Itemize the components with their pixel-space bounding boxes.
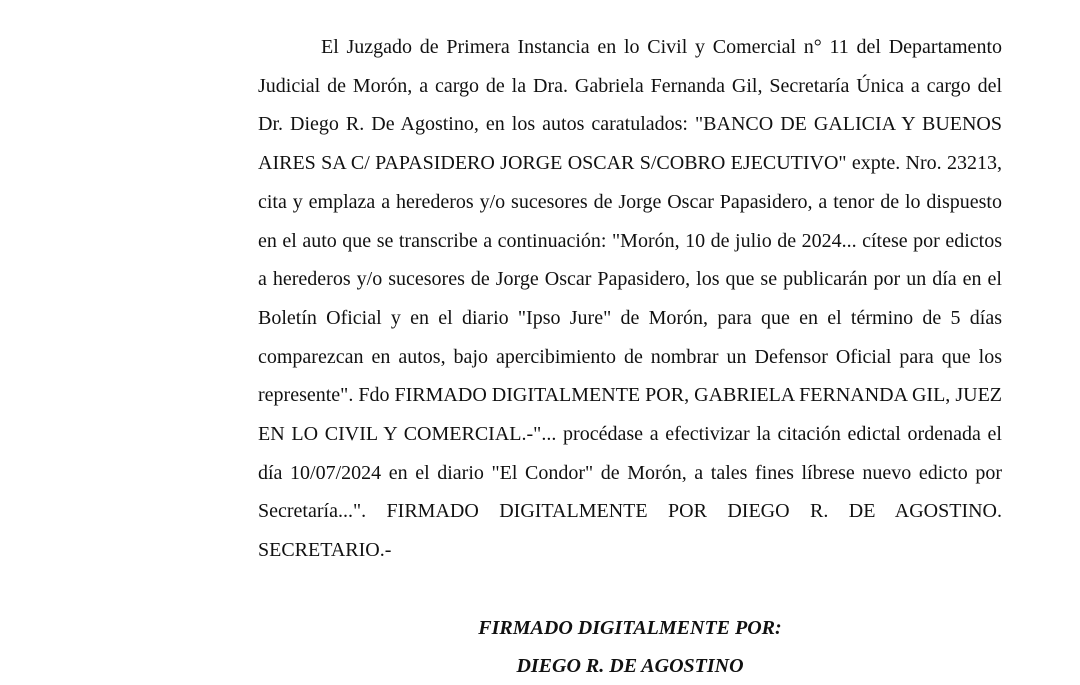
signature-name: DIEGO R. DE AGOSTINO	[516, 655, 744, 677]
edict-body-paragraph: El Juzgado de Primera Instancia en lo Civil y Comercial n° 11 del Departamento Judicial de Morón, a cargo de la Dra. Gabriela Fernanda Gil, Secretaría Única a cargo del Dr. Diego R. De Agostino, en los autos caratulados: "BANCO DE GALICIA Y BUENOS AIRES SA C/ PAPASIDERO JORGE OSCAR S/COBRO EJECUTIVO" expte. Nro. 23213, cita y emplaza a herederos y/o sucesores de Jorge Oscar Papasidero, a tenor de lo dispuesto en el auto que se transcribe a continuación: "Morón, 10 de julio de 2024... cítese por edictos a herederos y/o sucesores de Jorge Oscar Papasidero, los que se publicarán por un día en el Boletín Oficial y en el diario "Ipso Jure" de Morón, para que en el término de 5 días comparezcan en autos, bajo apercibimiento de nombrar un Defensor Oficial para que los represente". Fdo FIRMADO DIGITALMENTE POR, GABRIELA FERNANDA GIL, JUEZ EN LO CIVIL Y COMERCIAL.-"... procédase a efectivizar la citación edictal ordenada el día 10/07/2024 en el diario "El Condor" de Morón, a tales fines líbrese nuevo edicto por Secretaría...". FIRMADO DIGITALMENTE POR DIEGO R. DE AGOSTINO. SECRETARIO.-	[258, 36, 1002, 562]
signature-heading: FIRMADO DIGITALMENTE POR:	[478, 617, 782, 639]
